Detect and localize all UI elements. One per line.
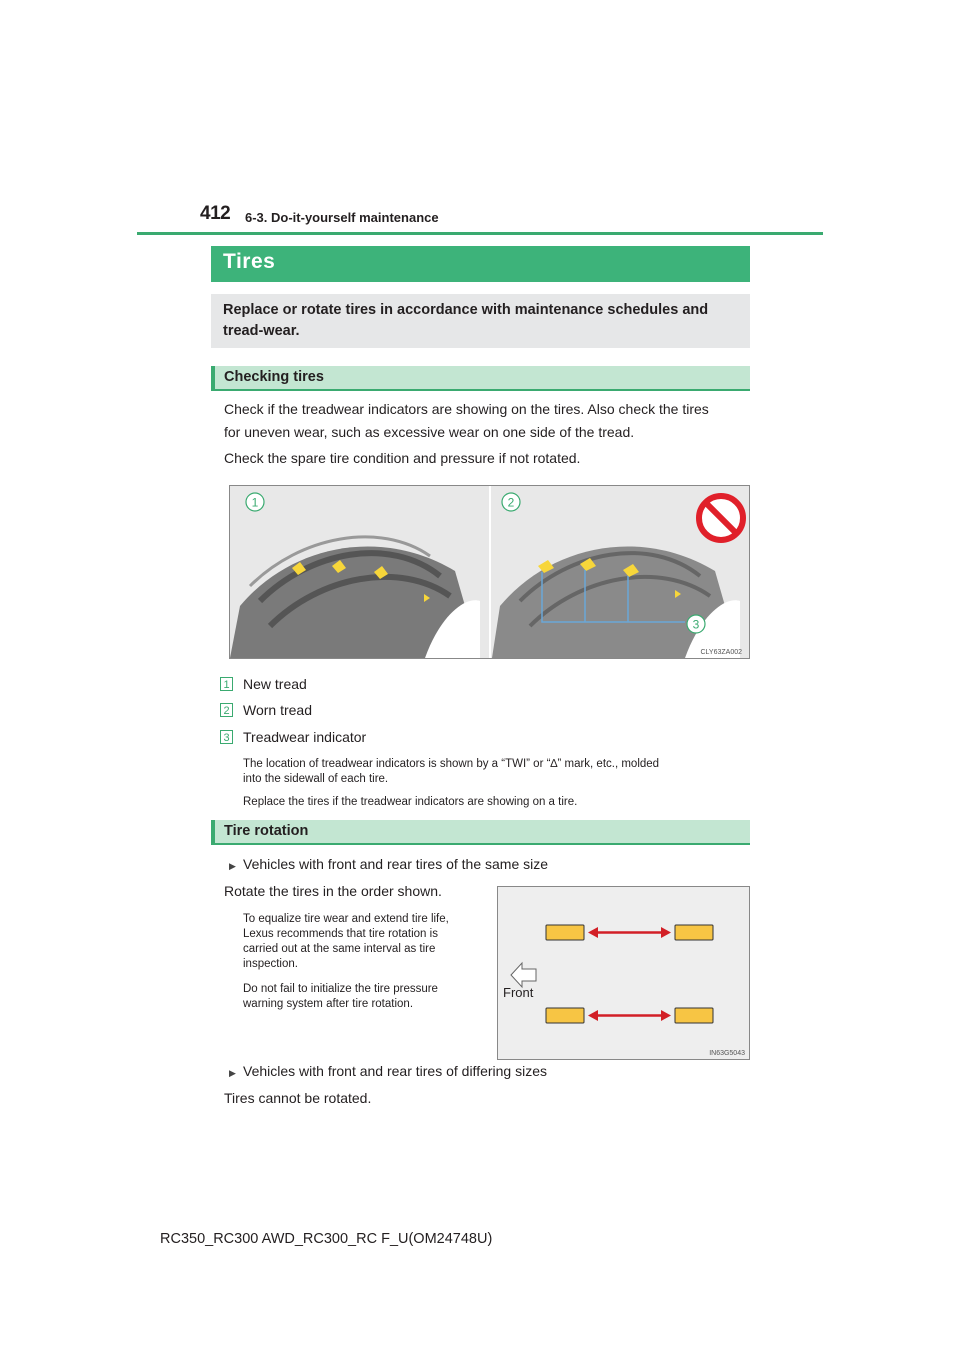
tire-tread-illustration xyxy=(229,485,750,659)
rotation-note2-line: warning system after tire rotation. xyxy=(243,998,414,1010)
rear-right-tire xyxy=(675,1008,713,1023)
checking-tires-heading-bar xyxy=(211,366,750,391)
section-label: 6-3. Do-it-yourself maintenance xyxy=(245,210,439,225)
bullet-triangle-icon: ▶ xyxy=(229,861,236,871)
checking-para1-line2: for uneven wear, such as excessive wear on one side of the tread. xyxy=(224,424,635,440)
rear-left-tire xyxy=(675,925,713,940)
rotation-case2-text: Tires cannot be rotated. xyxy=(224,1090,372,1106)
intro-box xyxy=(211,294,750,348)
prohibited-icon xyxy=(699,496,743,540)
document-footer: RC350_RC300 AWD_RC300_RC F_U(OM24748U) xyxy=(160,1231,493,1247)
callout-3 xyxy=(687,615,705,633)
treadwear-note-line2: into the sidewall of each tire. xyxy=(243,773,389,785)
header-divider xyxy=(137,232,823,235)
callout-1 xyxy=(246,493,264,511)
intro-text: Replace or rotate tires in accordance with maintenance schedules and tread-wear. xyxy=(223,302,709,339)
treadwear-note-line1: The location of treadwear indicators is shown by a “TWI” or “∆” mark, etc., molded xyxy=(243,758,660,770)
callout-3-text: 3 xyxy=(692,617,700,632)
list-item-treadwear-indicator: Treadwear indicator xyxy=(243,729,367,745)
tire-figure-code: CLY63ZA002 xyxy=(700,649,742,656)
bullet-triangle-icon: ▶ xyxy=(229,1068,236,1078)
tire-rotation-diagram xyxy=(497,886,750,1060)
list-number-1: 1 xyxy=(220,677,233,691)
tire-rotation-svg xyxy=(498,887,749,1059)
tire-rotation-heading: Tire rotation xyxy=(224,823,309,839)
rotation-note2 xyxy=(243,982,480,1012)
tire-rotation-heading-bar xyxy=(211,820,750,845)
rotation-note1-line: To equalize tire wear and extend tire life, xyxy=(243,913,449,925)
treadwear-note2: Replace the tires if the treadwear indicators are showing on a tire. xyxy=(243,796,578,808)
front-label: Front xyxy=(503,985,534,1000)
list-item-worn-tread: Worn tread xyxy=(243,702,312,718)
rotation-note1-line: carried out at the same interval as tire xyxy=(243,943,436,955)
rotation-figure-code: IN63G5043 xyxy=(709,1050,745,1057)
list-number-2: 2 xyxy=(220,703,233,717)
callout-2 xyxy=(502,493,520,511)
rotation-case1: Vehicles with front and rear tires of the same size xyxy=(243,856,549,872)
rotation-case2: Vehicles with front and rear tires of differing sizes xyxy=(243,1063,548,1079)
rotation-note1-line: inspection. xyxy=(243,958,298,970)
callout-2-text: 2 xyxy=(507,495,515,510)
list-item-new-tread: New tread xyxy=(243,676,307,692)
callout-1-text: 1 xyxy=(251,495,259,510)
page-number: 412 xyxy=(200,203,231,224)
rotation-note1 xyxy=(243,912,480,972)
front-right-tire xyxy=(546,1008,584,1023)
rotation-instruction: Rotate the tires in the order shown. xyxy=(224,883,442,899)
tire-tread-svg xyxy=(230,486,749,658)
rotation-note2-line: Do not fail to initialize the tire pressure xyxy=(243,983,438,995)
list-number-3: 3 xyxy=(220,730,233,744)
checking-para1-line1: Check if the treadwear indicators are showing on the tires. Also check the tires xyxy=(224,401,709,417)
rotation-note1-line: Lexus recommends that tire rotation is xyxy=(243,928,438,940)
page-title: Tires xyxy=(223,250,276,273)
title-bar xyxy=(211,246,750,282)
checking-tires-heading: Checking tires xyxy=(224,369,324,385)
checking-para2: Check the spare tire condition and pressure if not rotated. xyxy=(224,450,581,466)
front-left-tire xyxy=(546,925,584,940)
